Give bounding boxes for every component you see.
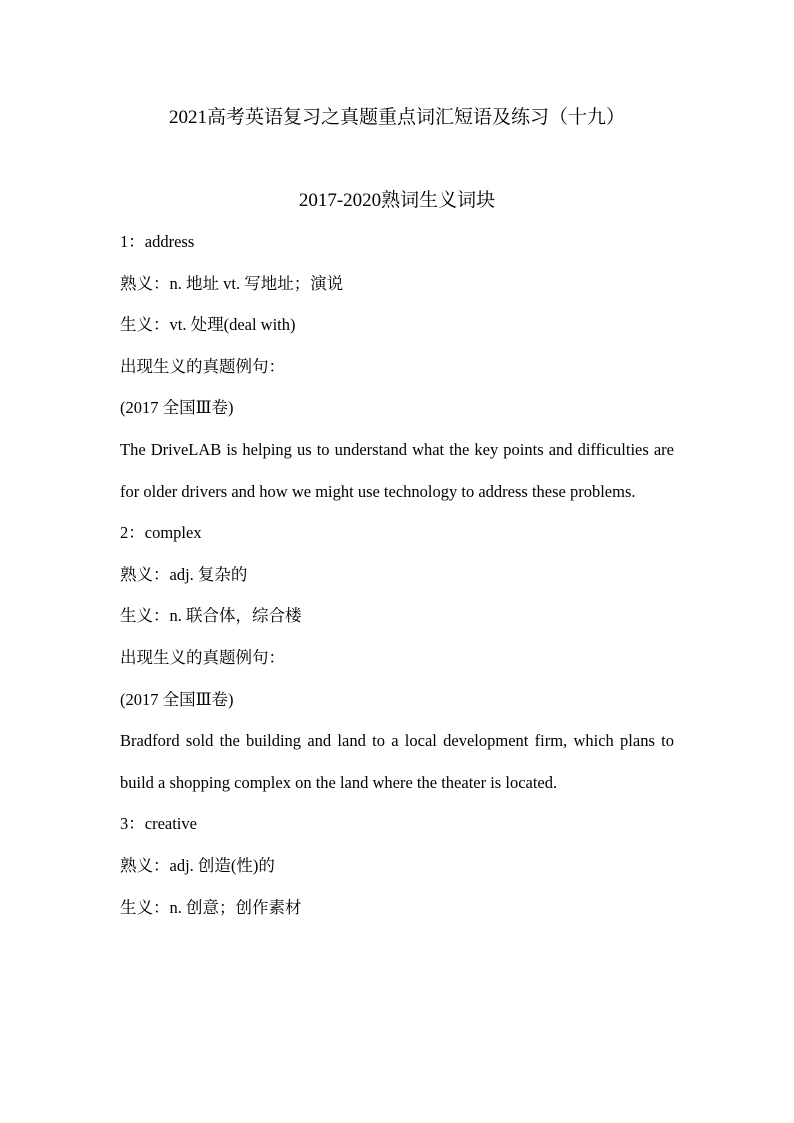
exam-source: (2017 全国Ⅲ卷) (120, 398, 234, 418)
familiar-meaning: 熟义：n. 地址 vt. 写地址；演说 (120, 273, 344, 293)
exam-source: (2017 全国Ⅲ卷) (120, 689, 234, 709)
example-sentence: The DriveLAB is helping us to understand what the key points and difficulties are for older drivers and how we might use technology to address these problems. (120, 440, 674, 501)
entry-heading: 1：address (120, 232, 195, 251)
example-sentence: Bradford sold the building and land to a local development firm, which plans to build a shopping complex on the land where the theater is located. (120, 731, 674, 792)
example-intro: 出现生义的真题例句： (120, 356, 285, 376)
entry-heading: 2：complex (120, 523, 202, 543)
familiar-meaning: 熟义：adj. 创造(性)的 (120, 855, 275, 875)
example-intro: 出现生义的真题例句： (120, 647, 285, 667)
section-subtitle: 2017-2020熟词生义词块 (298, 190, 496, 211)
new-meaning: 生义：n. 创意；创作素材 (120, 897, 302, 917)
document-title: 2021高考英语复习之真题重点词汇短语及练习（十九） (168, 107, 625, 128)
entry-heading: 3：creative (120, 814, 197, 834)
document-body (120, 230, 674, 937)
familiar-meaning: 熟义：adj. 复杂的 (120, 564, 248, 584)
new-meaning: 生义：vt. 处理(deal with) (120, 315, 296, 335)
new-meaning: 生义：n. 联合体，综合楼 (120, 606, 302, 626)
